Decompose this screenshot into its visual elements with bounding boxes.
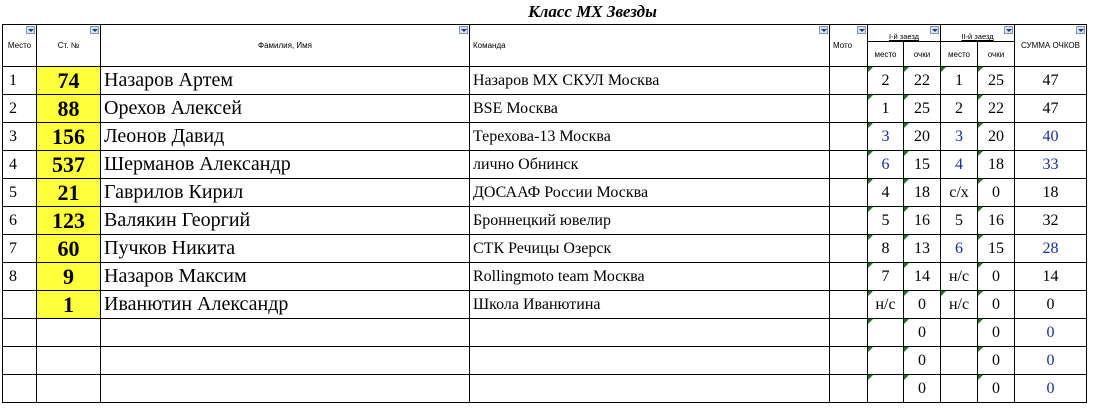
filter-dropdown-icon[interactable] — [1004, 26, 1013, 34]
table-row — [3, 123, 1087, 151]
total-points-cell[interactable]: 40 — [1015, 123, 1087, 151]
rider-name-cell[interactable] — [101, 319, 470, 347]
team-cell[interactable]: СТК Речицы Озерск — [470, 235, 830, 263]
team-cell[interactable] — [470, 319, 830, 347]
rider-name-cell[interactable]: Назаров Максим — [101, 263, 470, 291]
total-points-cell[interactable]: 47 — [1015, 67, 1087, 95]
moto-cell[interactable] — [830, 291, 868, 319]
header-race-2-place: место — [941, 42, 978, 67]
race-1-points-cell[interactable]: 15 — [904, 151, 941, 179]
place-cell[interactable]: 6 — [3, 207, 37, 235]
race-2-place-cell[interactable] — [941, 319, 978, 347]
race-2-points-cell[interactable]: 20 — [978, 123, 1015, 151]
team-cell[interactable]: Rollingmoto team Москва — [470, 263, 830, 291]
race-1-place-cell[interactable] — [868, 375, 904, 403]
race-2-points-cell[interactable]: 0 — [978, 375, 1015, 403]
total-points-cell[interactable]: 0 — [1015, 291, 1087, 319]
race-1-points-cell[interactable]: 16 — [904, 207, 941, 235]
race-1-place-cell[interactable]: 2 — [868, 67, 904, 95]
race-2-points-cell[interactable]: 15 — [978, 235, 1015, 263]
place-cell[interactable]: 7 — [3, 235, 37, 263]
filter-dropdown-icon[interactable] — [90, 26, 99, 34]
race-2-points-cell[interactable]: 25 — [978, 67, 1015, 95]
race-1-points-cell[interactable]: 14 — [904, 263, 941, 291]
place-cell[interactable] — [3, 319, 37, 347]
header-race-2-points: очки — [978, 42, 1015, 67]
race-1-place-cell[interactable] — [868, 319, 904, 347]
race-1-place-cell[interactable]: 8 — [868, 235, 904, 263]
rider-name-cell[interactable]: Валякин Георгий — [101, 207, 470, 235]
moto-cell[interactable] — [830, 151, 868, 179]
moto-cell[interactable] — [830, 95, 868, 123]
race-1-points-cell[interactable]: 0 — [904, 375, 941, 403]
race-1-place-cell[interactable]: 6 — [868, 151, 904, 179]
table-row — [3, 347, 1087, 375]
place-cell[interactable]: 8 — [3, 263, 37, 291]
moto-cell[interactable] — [830, 319, 868, 347]
race-1-place-cell[interactable]: 3 — [868, 123, 904, 151]
results-table — [2, 24, 1087, 403]
team-cell[interactable]: лично Обнинск — [470, 151, 830, 179]
race-1-points-cell[interactable]: 20 — [904, 123, 941, 151]
table-row — [3, 291, 1087, 319]
table-row — [3, 151, 1087, 179]
race-1-points-cell[interactable]: 13 — [904, 235, 941, 263]
rider-name-cell[interactable]: Пучков Никита — [101, 235, 470, 263]
race-2-place-cell[interactable]: н/с — [941, 263, 978, 291]
moto-cell[interactable] — [830, 235, 868, 263]
team-cell[interactable]: Броннецкий ювелир — [470, 207, 830, 235]
race-2-place-cell[interactable]: н/с — [941, 291, 978, 319]
sheet-title: Класс МХ Звезды — [528, 2, 657, 21]
race-2-points-cell[interactable]: 22 — [978, 95, 1015, 123]
header-name: Фамилия, Имя — [101, 25, 470, 67]
race-1-points-cell[interactable]: 18 — [904, 179, 941, 207]
total-points-cell[interactable]: 32 — [1015, 207, 1087, 235]
header-team: Команда — [470, 25, 830, 67]
race-2-points-cell[interactable]: 0 — [978, 347, 1015, 375]
rider-name-cell[interactable] — [101, 347, 470, 375]
table-row — [3, 179, 1087, 207]
race-2-points-cell[interactable]: 0 — [978, 179, 1015, 207]
header-total: СУММА ОЧКОВ — [1015, 25, 1087, 67]
team-cell[interactable] — [470, 347, 830, 375]
start-number-cell[interactable]: 537 — [37, 151, 101, 179]
rider-name-cell[interactable]: Орехов Алексей — [101, 95, 470, 123]
filter-dropdown-icon[interactable] — [857, 26, 866, 34]
table-row — [3, 67, 1087, 95]
race-2-place-cell[interactable]: 6 — [941, 235, 978, 263]
race-2-place-cell[interactable]: 5 — [941, 207, 978, 235]
total-points-cell[interactable]: 0 — [1015, 347, 1087, 375]
rider-name-cell[interactable]: Леонов Давид — [101, 123, 470, 151]
total-points-cell[interactable]: 47 — [1015, 95, 1087, 123]
moto-cell[interactable] — [830, 347, 868, 375]
race-1-points-cell[interactable]: 0 — [904, 319, 941, 347]
start-number-cell[interactable]: 1 — [37, 291, 101, 319]
header-race-1: I-й заезд — [868, 25, 941, 42]
start-number-cell[interactable]: 88 — [37, 95, 101, 123]
start-number-cell[interactable]: 9 — [37, 263, 101, 291]
team-cell[interactable] — [470, 375, 830, 403]
place-cell[interactable]: 5 — [3, 179, 37, 207]
header-race-1-place: место — [868, 42, 904, 67]
filter-dropdown-icon[interactable] — [1076, 26, 1085, 34]
race-1-points-cell[interactable]: 0 — [904, 291, 941, 319]
race-2-place-cell[interactable]: с/х — [941, 179, 978, 207]
moto-cell[interactable] — [830, 263, 868, 291]
race-2-points-cell[interactable]: 0 — [978, 263, 1015, 291]
race-2-place-cell[interactable]: 1 — [941, 67, 978, 95]
header-moto: Мото — [830, 25, 868, 67]
race-2-points-cell[interactable]: 16 — [978, 207, 1015, 235]
total-points-cell[interactable]: 0 — [1015, 319, 1087, 347]
race-1-place-cell[interactable]: 4 — [868, 179, 904, 207]
team-cell[interactable]: BSE Москва — [470, 95, 830, 123]
team-cell[interactable]: ДОСААФ России Москва — [470, 179, 830, 207]
moto-cell[interactable] — [830, 375, 868, 403]
race-2-place-cell[interactable] — [941, 347, 978, 375]
table-row — [3, 375, 1087, 403]
place-cell[interactable] — [3, 375, 37, 403]
table-row — [3, 319, 1087, 347]
total-points-cell[interactable]: 0 — [1015, 375, 1087, 403]
total-points-cell[interactable]: 28 — [1015, 235, 1087, 263]
start-number-cell[interactable] — [37, 375, 101, 403]
team-cell[interactable]: Назаров МХ СКУЛ Москва — [470, 67, 830, 95]
race-1-points-cell[interactable]: 22 — [904, 67, 941, 95]
race-1-place-cell[interactable]: 1 — [868, 95, 904, 123]
race-2-place-cell[interactable] — [941, 375, 978, 403]
race-1-place-cell[interactable] — [868, 347, 904, 375]
race-1-place-cell[interactable]: н/с — [868, 291, 904, 319]
total-points-cell[interactable]: 18 — [1015, 179, 1087, 207]
rider-name-cell[interactable] — [101, 375, 470, 403]
filter-dropdown-icon[interactable] — [819, 26, 828, 34]
table-row — [3, 263, 1087, 291]
moto-cell[interactable] — [830, 123, 868, 151]
race-2-place-cell[interactable]: 4 — [941, 151, 978, 179]
race-2-place-cell[interactable]: 2 — [941, 95, 978, 123]
race-1-points-cell[interactable]: 0 — [904, 347, 941, 375]
filter-dropdown-icon[interactable] — [26, 26, 35, 34]
header-race-2: II-й заезд — [941, 25, 1015, 42]
race-2-points-cell[interactable]: 0 — [978, 291, 1015, 319]
moto-cell[interactable] — [830, 67, 868, 95]
start-number-cell[interactable]: 74 — [37, 67, 101, 95]
start-number-cell[interactable]: 123 — [37, 207, 101, 235]
team-cell[interactable]: Школа Иванютина — [470, 291, 830, 319]
rider-name-cell[interactable]: Шерманов Александр — [101, 151, 470, 179]
results-body — [3, 67, 1087, 403]
start-number-cell[interactable]: 60 — [37, 235, 101, 263]
moto-cell[interactable] — [830, 179, 868, 207]
table-row — [3, 95, 1087, 123]
race-2-place-cell[interactable]: 3 — [941, 123, 978, 151]
place-cell[interactable]: 4 — [3, 151, 37, 179]
total-points-cell[interactable]: 14 — [1015, 263, 1087, 291]
header-place: Место — [3, 25, 37, 67]
race-1-points-cell[interactable]: 25 — [904, 95, 941, 123]
filter-dropdown-icon[interactable] — [459, 26, 468, 34]
race-1-place-cell[interactable]: 7 — [868, 263, 904, 291]
rider-name-cell[interactable]: Назаров Артем — [101, 67, 470, 95]
total-points-cell[interactable]: 33 — [1015, 151, 1087, 179]
table-row — [3, 235, 1087, 263]
place-cell[interactable]: 3 — [3, 123, 37, 151]
place-cell[interactable]: 1 — [3, 67, 37, 95]
race-2-points-cell[interactable]: 18 — [978, 151, 1015, 179]
header-race-1-points: очки — [904, 42, 941, 67]
start-number-cell[interactable]: 156 — [37, 123, 101, 151]
moto-cell[interactable] — [830, 207, 868, 235]
filter-dropdown-icon[interactable] — [930, 26, 939, 34]
start-number-cell[interactable]: 21 — [37, 179, 101, 207]
team-cell[interactable]: Терехова-13 Москва — [470, 123, 830, 151]
place-cell[interactable] — [3, 291, 37, 319]
race-1-place-cell[interactable]: 5 — [868, 207, 904, 235]
race-2-points-cell[interactable]: 0 — [978, 319, 1015, 347]
start-number-cell[interactable] — [37, 319, 101, 347]
table-row — [3, 207, 1087, 235]
rider-name-cell[interactable]: Иванютин Александр — [101, 291, 470, 319]
header-start-number: Ст. № — [37, 25, 101, 67]
place-cell[interactable] — [3, 347, 37, 375]
start-number-cell[interactable] — [37, 347, 101, 375]
rider-name-cell[interactable]: Гаврилов Кирил — [101, 179, 470, 207]
place-cell[interactable]: 2 — [3, 95, 37, 123]
